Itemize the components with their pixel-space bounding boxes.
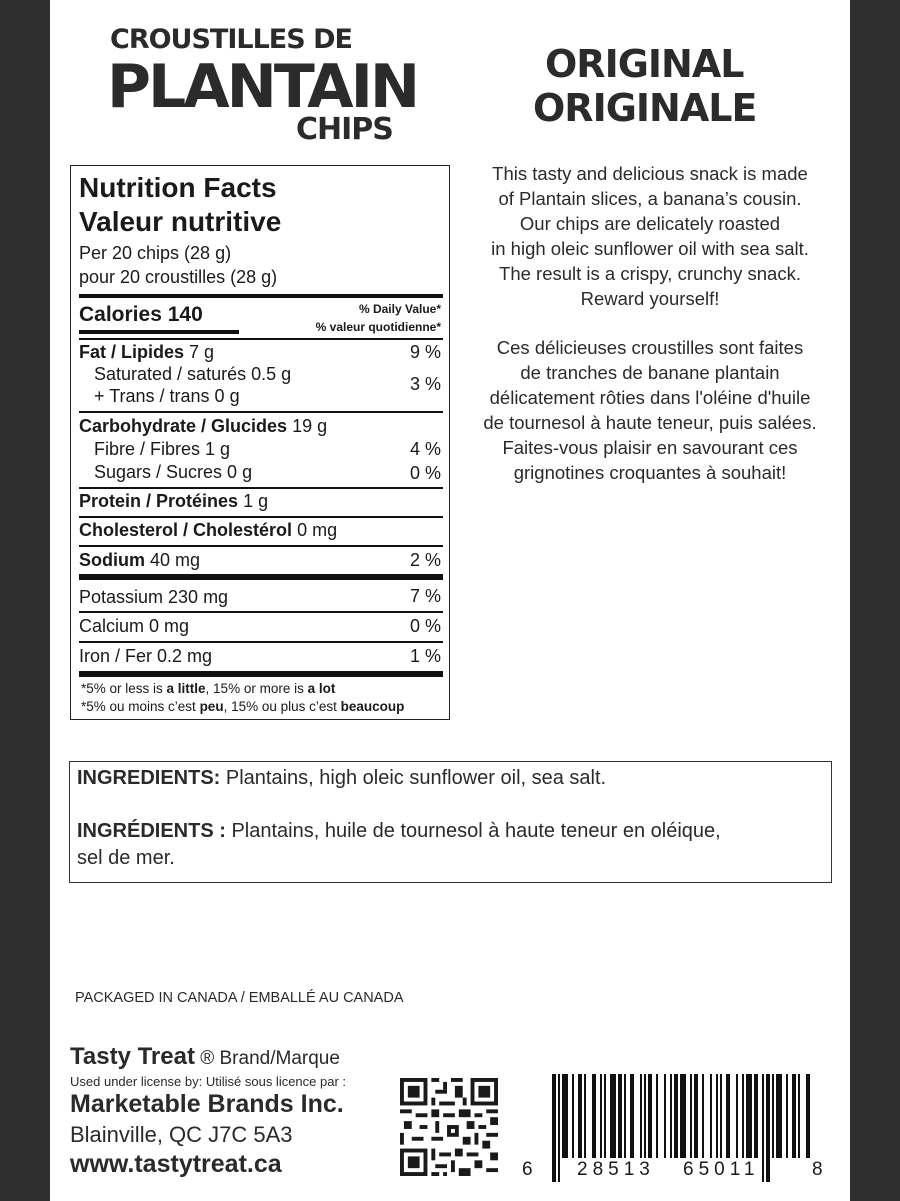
fat-row <box>79 342 214 363</box>
daily-value-header-en: % Daily Value* <box>358 302 441 316</box>
barcode-digit-first: 6 <box>522 1159 533 1180</box>
iron-row: Iron / Fer 0.2 mg <box>79 646 213 666</box>
calories: Calories 140 <box>79 303 203 326</box>
cholesterol-row <box>79 520 337 541</box>
rule <box>79 338 443 340</box>
rule <box>79 611 443 613</box>
daily-value-header-fr: % valeur quotidienne* <box>315 320 441 334</box>
fibre-row: Fibre / Fibres 1 g <box>94 439 231 459</box>
sodium-label: Sodium <box>79 550 145 570</box>
barcode-bar <box>710 1074 712 1158</box>
description-line: of Plantain slices, a banana’s cousin. <box>498 188 802 209</box>
ingredients-fr <box>77 817 721 845</box>
license-text: Used under license by: Utilisé sous licence par : <box>70 1074 347 1089</box>
barcode-bar <box>558 1074 560 1182</box>
barcode-bar <box>716 1074 718 1158</box>
footnote-fr <box>81 699 404 714</box>
potassium-pct: 7 % <box>409 586 441 606</box>
carb-value: 19 g <box>292 416 328 436</box>
barcode-bar <box>674 1074 678 1158</box>
calcium-row: Calcium 0 mg <box>79 616 190 636</box>
rule <box>79 516 443 518</box>
barcode-bar <box>630 1074 634 1158</box>
barcode-bar <box>680 1074 686 1158</box>
calories-underline <box>79 330 239 334</box>
rule-thick <box>79 574 443 580</box>
nutrition-title-en: Nutrition Facts <box>79 172 277 203</box>
barcode-icon <box>520 1074 830 1186</box>
barcode-bar <box>644 1074 646 1158</box>
rule <box>79 411 443 413</box>
barcode-bar <box>792 1074 796 1158</box>
company-address: Blainville, QC J7C 5A3 <box>70 1122 293 1147</box>
description-en <box>455 161 845 311</box>
description-line: Reward yourself! <box>580 288 720 309</box>
sodium-pct: 2 % <box>409 550 441 570</box>
ingredients-box <box>69 761 832 883</box>
footnote-part: beaucoup <box>340 699 405 714</box>
ingredients-en-text: Plantains, high oleic sunflower oil, sea salt. <box>220 767 607 789</box>
barcode-bar <box>592 1074 596 1158</box>
barcode-bar <box>562 1074 568 1158</box>
description-line: The result is a crispy, crunchy snack. <box>499 263 801 284</box>
barcode-bar <box>572 1074 574 1158</box>
fat-pct: 9 % <box>409 342 441 362</box>
potassium-row: Potassium 230 mg <box>79 587 229 607</box>
ingredients-fr-label: INGRÉDIENTS : <box>77 820 226 842</box>
description-line: grignotines croquantes à souhait! <box>513 462 787 483</box>
website: www.tastytreat.ca <box>70 1150 282 1178</box>
barcode-bar <box>772 1074 774 1158</box>
description-line: Faites-vous plaisir en savourant ces <box>502 437 798 458</box>
protein-value: 1 g <box>243 491 269 511</box>
barcode-bar <box>776 1074 782 1158</box>
carb-label: Carbohydrate / Glucides <box>79 416 288 436</box>
brand-suffix: ® Brand/Marque <box>194 1048 340 1069</box>
barcode-bar <box>742 1074 744 1158</box>
barcode-bar <box>736 1074 738 1158</box>
footnote-part: peu <box>199 699 224 714</box>
ingredients-en-label: INGREDIENTS: <box>77 767 221 789</box>
brand-line-1: CROUSTILLES DE <box>110 24 352 55</box>
company-name: Marketable Brands Inc. <box>70 1090 344 1118</box>
footnote-part: , 15% or more is <box>205 681 308 696</box>
calcium-pct: 0 % <box>409 616 441 636</box>
barcode-bar <box>786 1074 788 1158</box>
barcode-bar <box>618 1074 622 1158</box>
fat-label: Fat / Lipides <box>79 342 185 362</box>
sodium-row <box>79 550 200 571</box>
barcode-bar <box>766 1074 770 1182</box>
trans-row: + Trans / trans 0 g <box>94 386 240 406</box>
barcode-bar <box>720 1074 722 1158</box>
description-line: de tranches de banane plantain <box>520 362 780 383</box>
nutrition-title-fr: Valeur nutritive <box>79 206 282 237</box>
sodium-value: 40 mg <box>150 550 201 570</box>
barcode-bar <box>690 1074 692 1158</box>
barcode-bar <box>664 1074 666 1158</box>
fat-value: 7 g <box>189 342 215 362</box>
description-line: Our chips are delicately roasted <box>519 213 781 234</box>
barcode-bar <box>806 1074 810 1158</box>
rule <box>79 545 443 547</box>
description-line: Ces délicieuses croustilles sont faites <box>496 337 804 358</box>
barcode-bar <box>702 1074 704 1158</box>
footnote-part: *5% ou moins c’est <box>81 699 200 714</box>
barcode-bar <box>640 1074 642 1158</box>
barcode-bar <box>754 1074 758 1158</box>
ingredients-fr-cont: sel de mer. <box>77 847 175 869</box>
barcode-bar <box>726 1074 730 1158</box>
footnote-part: *5% or less is <box>81 681 167 696</box>
ingredients-en <box>77 764 606 792</box>
barcode-bar <box>656 1074 658 1158</box>
barcode-digits-right: 65011 <box>683 1159 760 1180</box>
barcode-bar <box>624 1074 626 1158</box>
brand-line-3: CHIPS <box>296 112 393 147</box>
barcode-digit-check: 8 <box>812 1159 823 1180</box>
barcode-bar <box>648 1074 652 1158</box>
barcode-bar <box>670 1074 672 1158</box>
brand-line-2: PLANTAIN <box>107 52 418 122</box>
barcode-bar <box>610 1074 616 1158</box>
barcode-bar <box>798 1074 800 1158</box>
description-fr <box>455 335 845 485</box>
sugars-pct: 0 % <box>409 463 441 483</box>
carbohydrate-row <box>79 416 327 437</box>
barcode-bar <box>604 1074 606 1158</box>
footnote-part: a little <box>166 681 206 696</box>
barcode-digits-left: 28513 <box>577 1159 655 1180</box>
description-line: de tournesol à haute teneur, puis salées. <box>483 412 817 433</box>
serving-size-fr: pour 20 croustilles (28 g) <box>79 267 278 287</box>
protein-row <box>79 491 268 512</box>
description-line: This tasty and delicious snack is made <box>492 163 808 184</box>
ingredients-fr-text: Plantains, huile de tournesol à haute teneur en oléique, <box>225 820 721 842</box>
cholesterol-label: Cholesterol / Cholestérol <box>79 520 293 540</box>
rule-thick <box>79 294 443 298</box>
sugars-row: Sugars / Sucres 0 g <box>94 462 253 482</box>
flavor-en: ORIGINAL <box>545 42 744 86</box>
footnote-en <box>81 681 335 696</box>
saturated-row: Saturated / saturés 0.5 g <box>94 364 292 384</box>
barcode-bar <box>584 1074 586 1158</box>
barcode-bar <box>552 1074 556 1182</box>
fibre-pct: 4 % <box>409 439 441 459</box>
description-line: in high oleic sunflower oil with sea salt. <box>491 238 809 259</box>
iron-pct: 1 % <box>409 646 441 666</box>
brand-line <box>70 1043 340 1071</box>
rule-thick <box>79 671 443 677</box>
barcode-bar <box>762 1074 764 1182</box>
serving-size-en: Per 20 chips (28 g) <box>79 243 232 263</box>
protein-label: Protein / Protéines <box>79 491 239 511</box>
barcode-bar <box>578 1074 582 1158</box>
cholesterol-value: 0 mg <box>297 520 338 540</box>
barcode-bar <box>600 1074 602 1158</box>
qr-code-icon <box>400 1078 498 1176</box>
nutrition-facts-table <box>70 165 450 720</box>
brand-name: Tasty Treat <box>70 1043 195 1070</box>
packaged-in: PACKAGED IN CANADA / EMBALLÉ AU CANADA <box>75 990 404 1006</box>
rule <box>79 487 443 489</box>
footnote-part: a lot <box>307 681 336 696</box>
barcode-bar <box>746 1074 752 1158</box>
description-line: délicatement rôties dans l'oléine d'huile <box>489 387 811 408</box>
footnote-part: , 15% ou plus c’est <box>223 699 341 714</box>
rule <box>79 641 443 643</box>
sat-trans-pct: 3 % <box>409 374 441 394</box>
barcode-bar <box>694 1074 698 1158</box>
flavor-fr: ORIGINALE <box>533 86 757 130</box>
